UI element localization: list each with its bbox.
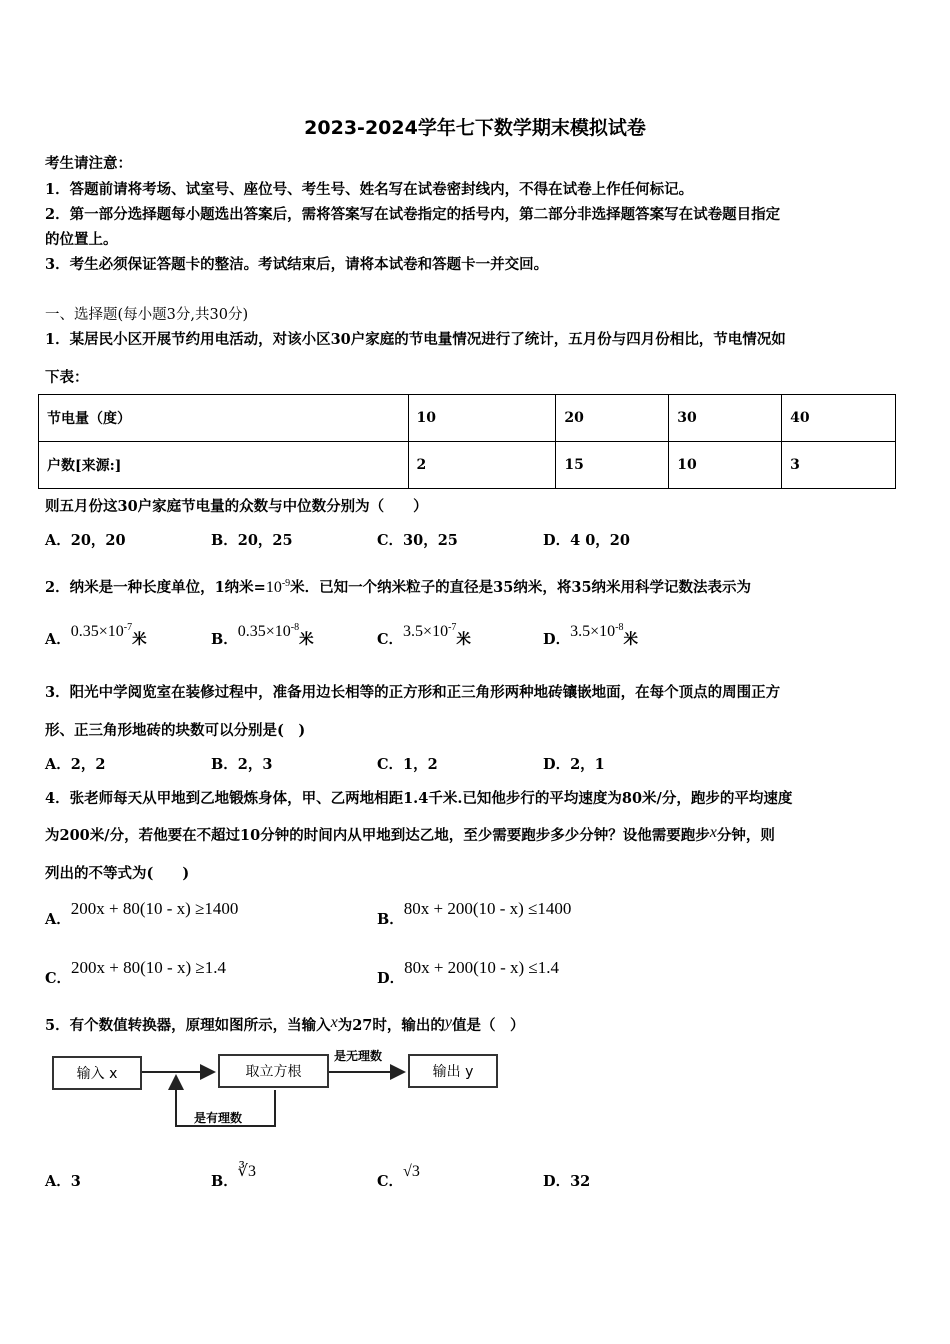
option-label: B．	[377, 911, 404, 928]
option-unit: 米	[299, 631, 314, 648]
option-unit: 米	[623, 631, 638, 648]
table-cell: 40	[782, 395, 896, 442]
q4-stem-b-pre: 为200米/分，若他要在不超过10分钟的时间内从甲地到达乙地，至少需要跑步多少分钟？设他需要跑步	[45, 827, 710, 844]
option-value: 3	[70, 1173, 81, 1190]
option-expression: 200x + 80(10 - x) ≥1400	[70, 899, 239, 918]
option-value: √3	[403, 1163, 420, 1180]
table-cell: 15	[556, 442, 669, 489]
option-mantissa: 0.35×10	[237, 623, 291, 640]
table-cell: 10	[408, 395, 556, 442]
flow-label-rational: 是有理数	[194, 1111, 243, 1125]
option-exponent: -8	[290, 622, 300, 634]
flow-label-irrational: 是无理数	[334, 1049, 383, 1063]
q1-option-a: A．20，20	[45, 532, 126, 549]
option-expression: 200x + 80(10 - x) ≥1.4	[71, 958, 226, 977]
option-expression: 80x + 200(10 - x) ≤1400	[403, 899, 572, 918]
option-label: A．	[45, 631, 71, 648]
option-exponent: -7	[123, 622, 133, 634]
option-unit: 米	[456, 631, 471, 648]
q3-stem-b: 形、正三角形地砖的块数可以分别是( )	[45, 722, 306, 739]
q2-stem-base: 10	[265, 579, 282, 596]
q5-option-b	[211, 1163, 256, 1191]
page-title: 2023-2024学年七下数学期末模拟试卷	[304, 117, 646, 139]
option-unit: 米	[132, 631, 147, 648]
q3-stem-a: 3．阳光中学阅览室在装修过程中，准备用边长相等的正方形和正三角形两种地砖镶嵌地面，在每个顶点的周围正方	[45, 684, 781, 701]
notice-item-2b: 的位置上。	[45, 231, 118, 248]
option-label: C．	[377, 1173, 404, 1190]
option-label: D．	[543, 631, 571, 648]
option-label: B．	[211, 631, 238, 648]
q1-option-d: D．4 0，20	[543, 532, 630, 549]
q1-question: 则五月份这30户家庭节电量的众数与中位数分别为（ ）	[45, 498, 428, 515]
q5-stem-mid: 为27时，输出的	[337, 1017, 445, 1034]
q5-option-c	[377, 1163, 420, 1191]
q3-option-b: B．2，3	[211, 756, 273, 773]
table-cell: 30	[669, 395, 782, 442]
table-cell: 3	[782, 442, 896, 489]
q1-stem-b: 下表：	[45, 369, 89, 386]
table-cell: 2	[408, 442, 556, 489]
option-exponent: -7	[448, 622, 457, 634]
table-cell: 10	[669, 442, 782, 489]
q5-option-a	[45, 1170, 81, 1191]
option-label: C．	[377, 631, 404, 648]
q4-stem-a: 4．张老师每天从甲地到乙地锻炼身体，甲、乙两地相距1.4千米.已知他步行的平均速度为80米/分，跑步的平均速度	[45, 790, 793, 807]
q2-stem-exp: -9	[281, 578, 291, 590]
option-expression: 80x + 200(10 - x) ≤1.4	[404, 958, 559, 977]
q4-stem-c: 列出的不等式为( )	[45, 865, 190, 882]
q1-option-b: B．20，25	[211, 532, 293, 549]
flow-cube-root-box: 取立方根	[218, 1054, 329, 1088]
option-label: A．	[45, 911, 71, 928]
option-mantissa: 0.35×10	[70, 623, 124, 640]
notice-item-3: 3．考生必须保证答题卡的整洁。考试结束后，请将本试卷和答题卡一并交回。	[45, 256, 549, 273]
q5-stem-pre: 5．有个数值转换器，原理如图所示，当输入	[45, 1017, 331, 1034]
table-cell: 节电量（度）	[39, 395, 409, 442]
notice-heading: 考生请注意：	[45, 155, 132, 172]
option-label: D．	[377, 970, 405, 987]
q5-option-d	[543, 1170, 590, 1191]
option-value: ∛3	[237, 1163, 256, 1180]
q1-option-c: C．30，25	[377, 532, 458, 549]
option-exponent: -8	[615, 622, 624, 634]
flow-output-box: 输出 y	[408, 1054, 498, 1088]
q3-option-d: D．2，1	[543, 756, 605, 773]
table-cell: 20	[556, 395, 669, 442]
q3-option-a: A．2，2	[45, 756, 106, 773]
option-label: B．	[211, 1173, 238, 1190]
q4-variable-x: x	[709, 824, 717, 841]
option-mantissa: 3.5×10	[403, 623, 449, 640]
q2-stem-pre: 2．纳米是一种长度单位，1纳米=	[45, 579, 266, 596]
q5-stem-post: 值是（ ）	[452, 1017, 525, 1034]
option-label: C．	[45, 970, 72, 987]
section-heading: 一、选择题(每小题3分,共30分)	[45, 307, 249, 323]
q3-option-c: C．1，2	[377, 756, 438, 773]
q4-stem-b-post: 分钟，则	[716, 827, 775, 844]
table-cell: 户数[来源:]	[39, 442, 409, 489]
q1-stem-a: 1．某居民小区开展节约用电活动，对该小区30户家庭的节电量情况进行了统计，五月份与四月份相比，节电情况如	[45, 331, 786, 348]
q2-stem-post: 米．已知一个纳米粒子的直径是35纳米，将35纳米用科学记数法表示为	[290, 579, 752, 596]
flow-input-box: 输入 x	[52, 1056, 142, 1090]
q5-variable-x: x	[330, 1014, 338, 1031]
notice-item-1: 1．答题前请将考场、试室号、座位号、考生号、姓名写在试卷密封线内，不得在试卷上作任何标记。	[45, 181, 694, 198]
q5-variable-y: y	[444, 1014, 452, 1031]
option-value: 32	[570, 1173, 591, 1190]
option-mantissa: 3.5×10	[570, 623, 616, 640]
option-label: A．	[45, 1173, 71, 1190]
notice-item-2a: 2．第一部分选择题每小题选出答案后，需将答案写在试卷指定的括号内，第二部分非选择题答案写在试卷题目指定	[45, 206, 781, 223]
option-label: D．	[543, 1173, 571, 1190]
